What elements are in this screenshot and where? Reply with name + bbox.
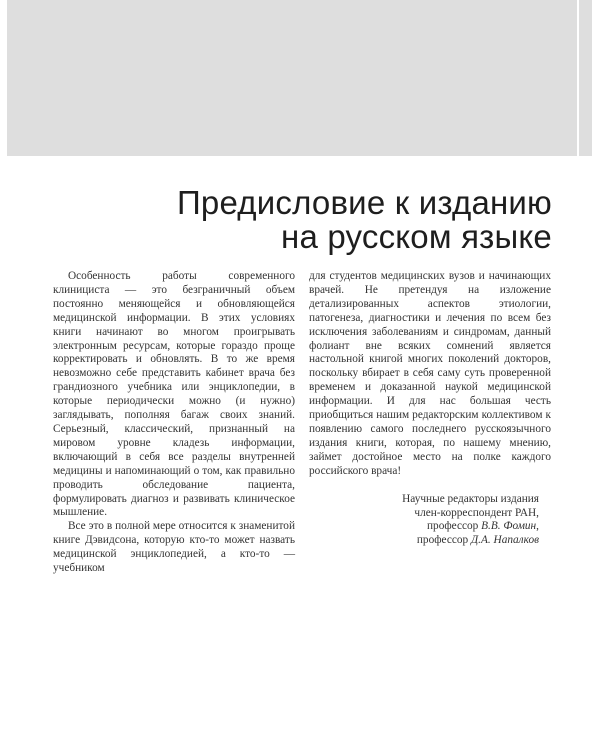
left-paragraph-2: Все это в полной мере относится к знаменитой книге Дэвидсона, которую кто-то может назвать медицинской энциклопедией, а кто-то — учебником [53, 520, 295, 575]
right-paragraph-1: для студентов медицинских вузов и начинающих врачей. Не претендуя на изложение детализированных аспектов этиологии, патогенеза, диагностики и лечения по всем без исключения заболеваниям и синдромам, данный фолиант вне всяких сомнений является настольной книгой многих поколений докторов, поскольку вбирает в себя саму суть проверенной временем и доказанной наукой медицинской информации. И для нас большая честь приобщиться нашим редакторским коллективом к появлению самого последнего русскоязычного издания книги, которая, по нашему мнению, займет достойное место на полке каждого российского врача! [309, 270, 551, 477]
signature-title: профессор [416, 534, 471, 547]
signature-line-3 [309, 520, 539, 534]
title-line-1: Предисловие к изданию [176, 184, 552, 221]
signature-punct: , [536, 520, 539, 533]
header-divider [577, 0, 579, 156]
page-title [177, 186, 552, 254]
signature-line-1: Научные редакторы издания [402, 492, 539, 505]
signature-block [309, 493, 551, 549]
editor-name-fomin: В.В. Фомин [481, 520, 537, 533]
signature-line-2: член-корреспондент РАН, [414, 506, 539, 519]
editor-name-napalkov: Д.А. Напалков [471, 534, 539, 547]
left-paragraph-1: Особенность работы современного клинициста — это безграничный объем постоянно меняющейся и обновляющейся медицинской информации. В этих условиях книги начинают во многом проигрывать электронным ресурсам, которые гораздо проще корректировать и обновлять. В то же время невозможно себе представить кабинет врача без грандиозного учебника или энциклопедии, в которые периодически можно (и нужно) заглядывать, пополняя багаж своих знаний. Серьезный, классический, признанный на мировом уровне кладезь информации, включающий в себя все разделы внутренней медицины и напоминающий о том, как правильно проводить обследование пациента, формулировать диагноз и развивать клиническое мышление. [53, 270, 295, 519]
signature-title: профессор [427, 520, 482, 533]
left-column [53, 270, 295, 576]
header-band [7, 0, 592, 156]
title-line-2: на русском языке [281, 218, 552, 255]
right-column [309, 270, 551, 548]
signature-line-4 [309, 534, 539, 548]
